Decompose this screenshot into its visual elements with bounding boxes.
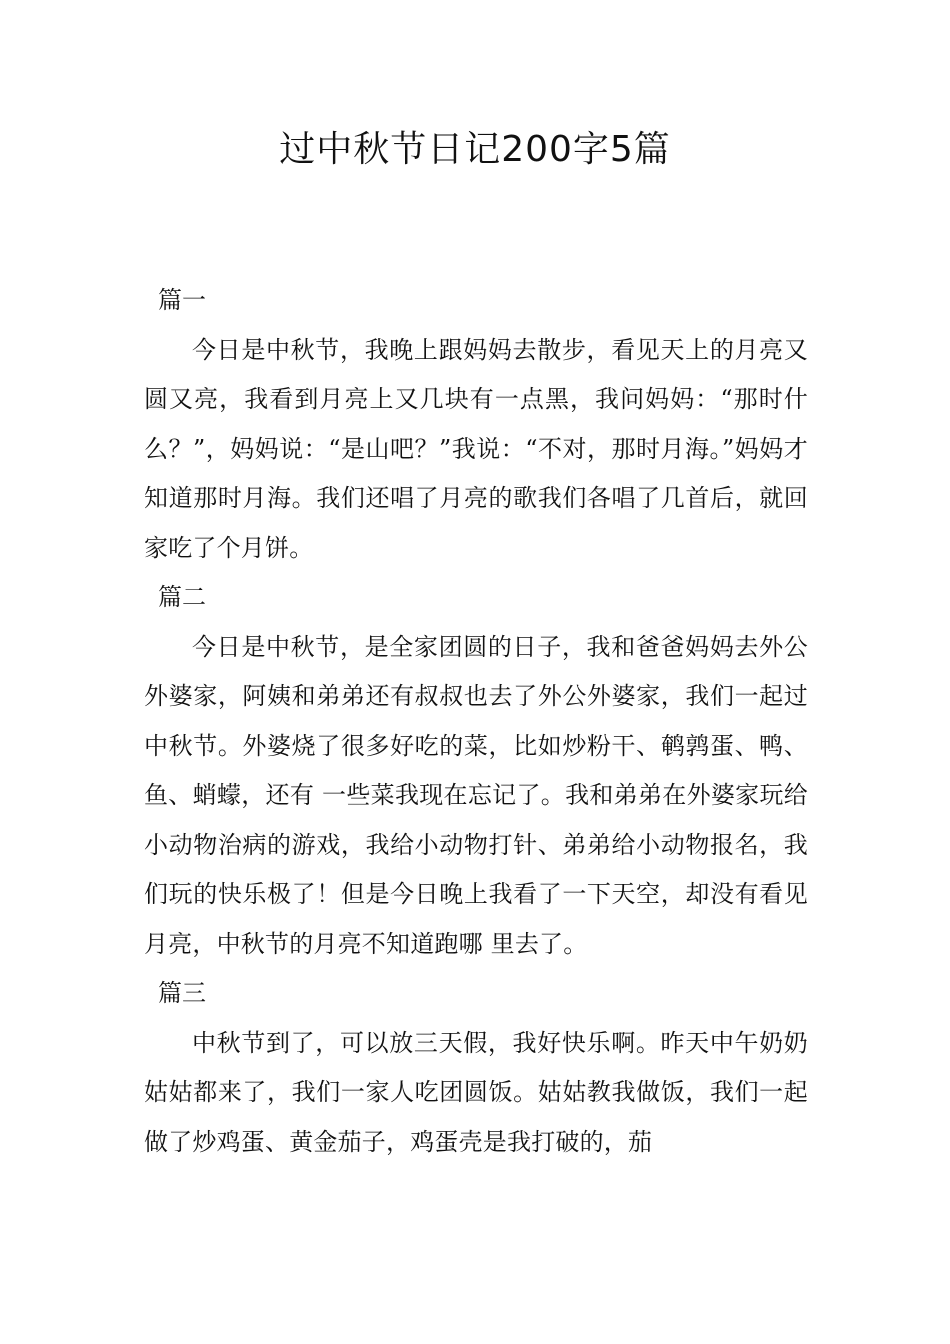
section-paragraph: 中秋节到了，可以放三天假，我好快乐啊。昨天中午奶奶姑姑都来了，我们一家人吃团圆饭。姑姑教我做饭，我们一起做了炒鸡蛋、黄金茄子，鸡蛋壳是我打破的，茄	[144, 1028, 808, 1156]
document-body	[144, 276, 808, 1167]
section-1	[144, 276, 808, 573]
section-heading: 篇一	[158, 286, 206, 314]
section-3	[144, 969, 808, 1167]
section-heading: 篇二	[158, 583, 206, 611]
section-2	[144, 573, 808, 969]
section-heading: 篇三	[158, 979, 206, 1007]
document-title: 过中秋节日记200字5篇	[279, 129, 671, 170]
section-paragraph: 今日是中秋节，我晚上跟妈妈去散步，看见天上的月亮又圆又亮，我看到月亮上又几块有一点黑，我问妈妈：“那时什么？”，妈妈说：“是山吧？”我说：“不对，那时月海。”妈妈才知道那时月海。我们还唱了月亮的歌我们各唱了几首后，就回家吃了个月饼。	[144, 335, 808, 562]
section-paragraph: 今日是中秋节，是全家团圆的日子，我和爸爸妈妈去外公外婆家，阿姨和弟弟还有叔叔也去了外公外婆家，我们一起过中秋节。外婆烧了很多好吃的菜，比如炒粉干、鹌鹑蛋、鸭、鱼、蛸蠓，还有 一些菜我现在忘记了。我和弟弟在外婆家玩给小动物治病的游戏，我给小动物打针、弟弟给小动物报名，我们玩的快乐极了！但是今日晚上我看了一下天空，却没有看见月亮，中秋节的月亮不知道跑哪 里去了。	[144, 632, 808, 958]
